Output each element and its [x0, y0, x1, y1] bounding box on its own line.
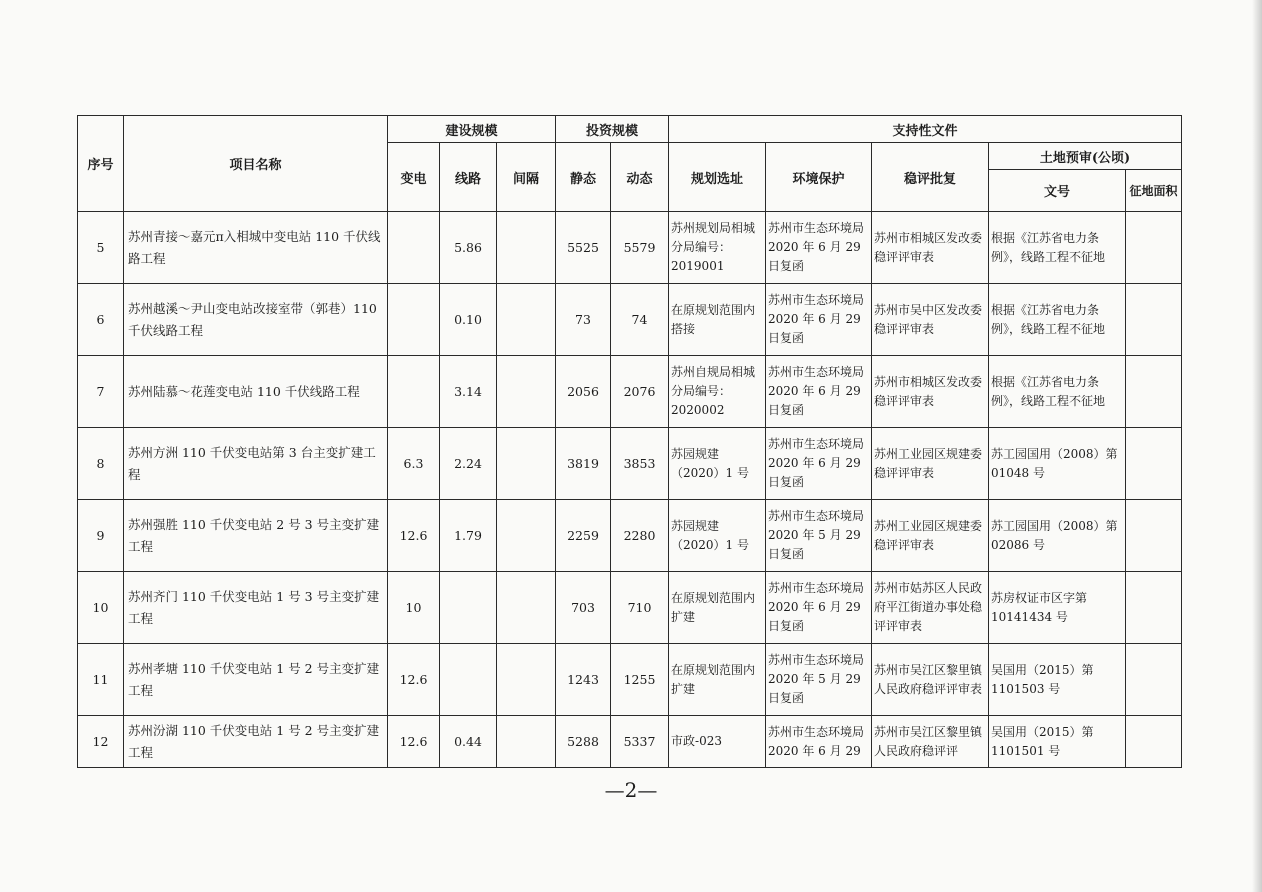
header-planning-site: 规划选址: [669, 143, 766, 212]
table-row: [78, 716, 1182, 768]
row-planning: 苏园规建（2020）1 号: [669, 500, 766, 572]
row-env: 苏州市生态环境局 2020 年 6 月 29 日复函: [766, 572, 872, 644]
header-substation: 变电: [388, 143, 440, 212]
row-bay: [497, 212, 556, 284]
row-land-doc: 根据《江苏省电力条例》，线路工程不征地: [989, 212, 1126, 284]
scan-edge-shadow: [1252, 0, 1262, 892]
row-project-name: 苏州越溪～尹山变电站改接室带（郭巷）110 千伏线路工程: [124, 284, 388, 356]
row-land-area: [1126, 500, 1182, 572]
row-line: [440, 644, 497, 716]
row-env: 苏州市生态环境局 2020 年 6 月 29 日复函: [766, 356, 872, 428]
row-seq: 12: [78, 716, 124, 768]
row-static: 1243: [556, 644, 611, 716]
table-row: [78, 500, 1182, 572]
row-stability: 苏州市相城区发改委稳评评审表: [872, 356, 989, 428]
row-project-name: 苏州强胜 110 千伏变电站 2 号 3 号主变扩建工程: [124, 500, 388, 572]
row-planning: 在原规划范围内扩建: [669, 644, 766, 716]
table-row: [78, 428, 1182, 500]
row-land-area: [1126, 284, 1182, 356]
row-env: 苏州市生态环境局 2020 年 5 月 29 日复函: [766, 500, 872, 572]
row-dynamic: 5579: [611, 212, 669, 284]
table-row: [78, 284, 1182, 356]
row-seq: 5: [78, 212, 124, 284]
row-land-area: [1126, 356, 1182, 428]
row-static: 5525: [556, 212, 611, 284]
row-land-doc: 吴国用（2015）第 1101501 号: [989, 716, 1126, 768]
row-substation: 12.6: [388, 716, 440, 768]
row-land-doc: 苏工园国用（2008）第 02086 号: [989, 500, 1126, 572]
row-land-area: [1126, 572, 1182, 644]
row-dynamic: 3853: [611, 428, 669, 500]
row-line: [440, 572, 497, 644]
row-stability: 苏州市姑苏区人民政府平江街道办事处稳评评审表: [872, 572, 989, 644]
row-static: 703: [556, 572, 611, 644]
row-static: 2259: [556, 500, 611, 572]
header-support-docs: 支持性文件: [669, 116, 1182, 143]
row-static: 5288: [556, 716, 611, 768]
row-land-area: [1126, 644, 1182, 716]
row-substation: [388, 212, 440, 284]
row-planning: 苏州规划局相城分局编号：2019001: [669, 212, 766, 284]
row-seq: 11: [78, 644, 124, 716]
header-build-scale: 建设规模: [388, 116, 556, 143]
row-static: 73: [556, 284, 611, 356]
row-env: 苏州市生态环境局 2020 年 5 月 29 日复函: [766, 644, 872, 716]
header-land-pre-review: 土地预审(公顷): [989, 143, 1182, 170]
row-planning: 在原规划范围内扩建: [669, 572, 766, 644]
row-stability: 苏州市吴江区黎里镇人民政府稳评评审表: [872, 644, 989, 716]
header-line: 线路: [440, 143, 497, 212]
row-substation: 12.6: [388, 644, 440, 716]
row-planning: 苏州自规局相城分局编号：2020002: [669, 356, 766, 428]
row-land-doc: 苏工园国用（2008）第 01048 号: [989, 428, 1126, 500]
table-row: [78, 212, 1182, 284]
page-number: —2—: [604, 778, 658, 802]
row-land-doc: 根据《江苏省电力条例》，线路工程不征地: [989, 356, 1126, 428]
row-substation: 6.3: [388, 428, 440, 500]
row-land-doc: 吴国用（2015）第 1101503 号: [989, 644, 1126, 716]
row-substation: 12.6: [388, 500, 440, 572]
header-dynamic: 动态: [611, 143, 669, 212]
row-dynamic: 710: [611, 572, 669, 644]
row-env: 苏州市生态环境局 2020 年 6 月 29 日复函: [766, 284, 872, 356]
row-planning: 在原规划范围内搭接: [669, 284, 766, 356]
table-header: [78, 116, 1182, 212]
table-row: [78, 356, 1182, 428]
row-project-name: 苏州汾湖 110 千伏变电站 1 号 2 号主变扩建工程: [124, 716, 388, 768]
row-line: 1.79: [440, 500, 497, 572]
row-dynamic: 74: [611, 284, 669, 356]
row-stability: 苏州市相城区发改委稳评评审表: [872, 212, 989, 284]
row-bay: [497, 644, 556, 716]
row-stability: 苏州市吴江区黎里镇人民政府稳评评: [872, 716, 989, 768]
row-bay: [497, 356, 556, 428]
row-land-doc: 根据《江苏省电力条例》，线路工程不征地: [989, 284, 1126, 356]
row-stability: 苏州市吴中区发改委稳评评审表: [872, 284, 989, 356]
project-table: [77, 115, 1182, 768]
row-project-name: 苏州孝塘 110 千伏变电站 1 号 2 号主变扩建工程: [124, 644, 388, 716]
row-seq: 8: [78, 428, 124, 500]
row-land-area: [1126, 716, 1182, 768]
table-row: [78, 572, 1182, 644]
row-bay: [497, 572, 556, 644]
header-env-protection: 环境保护: [766, 143, 872, 212]
row-line: 5.86: [440, 212, 497, 284]
row-static: 3819: [556, 428, 611, 500]
header-bay: 间隔: [497, 143, 556, 212]
row-project-name: 苏州陆慕～花莲变电站 110 千伏线路工程: [124, 356, 388, 428]
row-substation: 10: [388, 572, 440, 644]
row-land-doc: 苏房权证市区字第 10141434 号: [989, 572, 1126, 644]
header-project-name: 项目名称: [124, 116, 388, 212]
row-planning: 苏园规建（2020）1 号: [669, 428, 766, 500]
header-stability-approval: 稳评批复: [872, 143, 989, 212]
row-seq: 6: [78, 284, 124, 356]
row-dynamic: 5337: [611, 716, 669, 768]
header-static: 静态: [556, 143, 611, 212]
row-env: 苏州市生态环境局 2020 年 6 月 29 日复函: [766, 428, 872, 500]
row-bay: [497, 500, 556, 572]
row-planning: 市政-023: [669, 716, 766, 768]
row-seq: 7: [78, 356, 124, 428]
row-line: 0.10: [440, 284, 497, 356]
header-land-area: 征地面积: [1126, 170, 1182, 212]
row-seq: 10: [78, 572, 124, 644]
row-land-area: [1126, 212, 1182, 284]
header-invest-scale: 投资规模: [556, 116, 669, 143]
row-land-area: [1126, 428, 1182, 500]
row-line: 0.44: [440, 716, 497, 768]
row-stability: 苏州工业园区规建委稳评评审表: [872, 428, 989, 500]
row-line: 2.24: [440, 428, 497, 500]
row-bay: [497, 284, 556, 356]
header-doc-no: 文号: [989, 170, 1126, 212]
row-bay: [497, 716, 556, 768]
row-seq: 9: [78, 500, 124, 572]
row-project-name: 苏州青接～嘉元π入相城中变电站 110 千伏线路工程: [124, 212, 388, 284]
row-dynamic: 2280: [611, 500, 669, 572]
row-substation: [388, 284, 440, 356]
row-static: 2056: [556, 356, 611, 428]
row-env: 苏州市生态环境局 2020 年 6 月 29: [766, 716, 872, 768]
table-body: [78, 212, 1182, 768]
row-dynamic: 2076: [611, 356, 669, 428]
row-dynamic: 1255: [611, 644, 669, 716]
row-line: 3.14: [440, 356, 497, 428]
row-bay: [497, 428, 556, 500]
row-project-name: 苏州齐门 110 千伏变电站 1 号 3 号主变扩建工程: [124, 572, 388, 644]
header-seq: 序号: [78, 116, 124, 212]
table-row: [78, 644, 1182, 716]
row-env: 苏州市生态环境局 2020 年 6 月 29 日复函: [766, 212, 872, 284]
row-substation: [388, 356, 440, 428]
row-stability: 苏州工业园区规建委稳评评审表: [872, 500, 989, 572]
row-project-name: 苏州方洲 110 千伏变电站第 3 台主变扩建工程: [124, 428, 388, 500]
